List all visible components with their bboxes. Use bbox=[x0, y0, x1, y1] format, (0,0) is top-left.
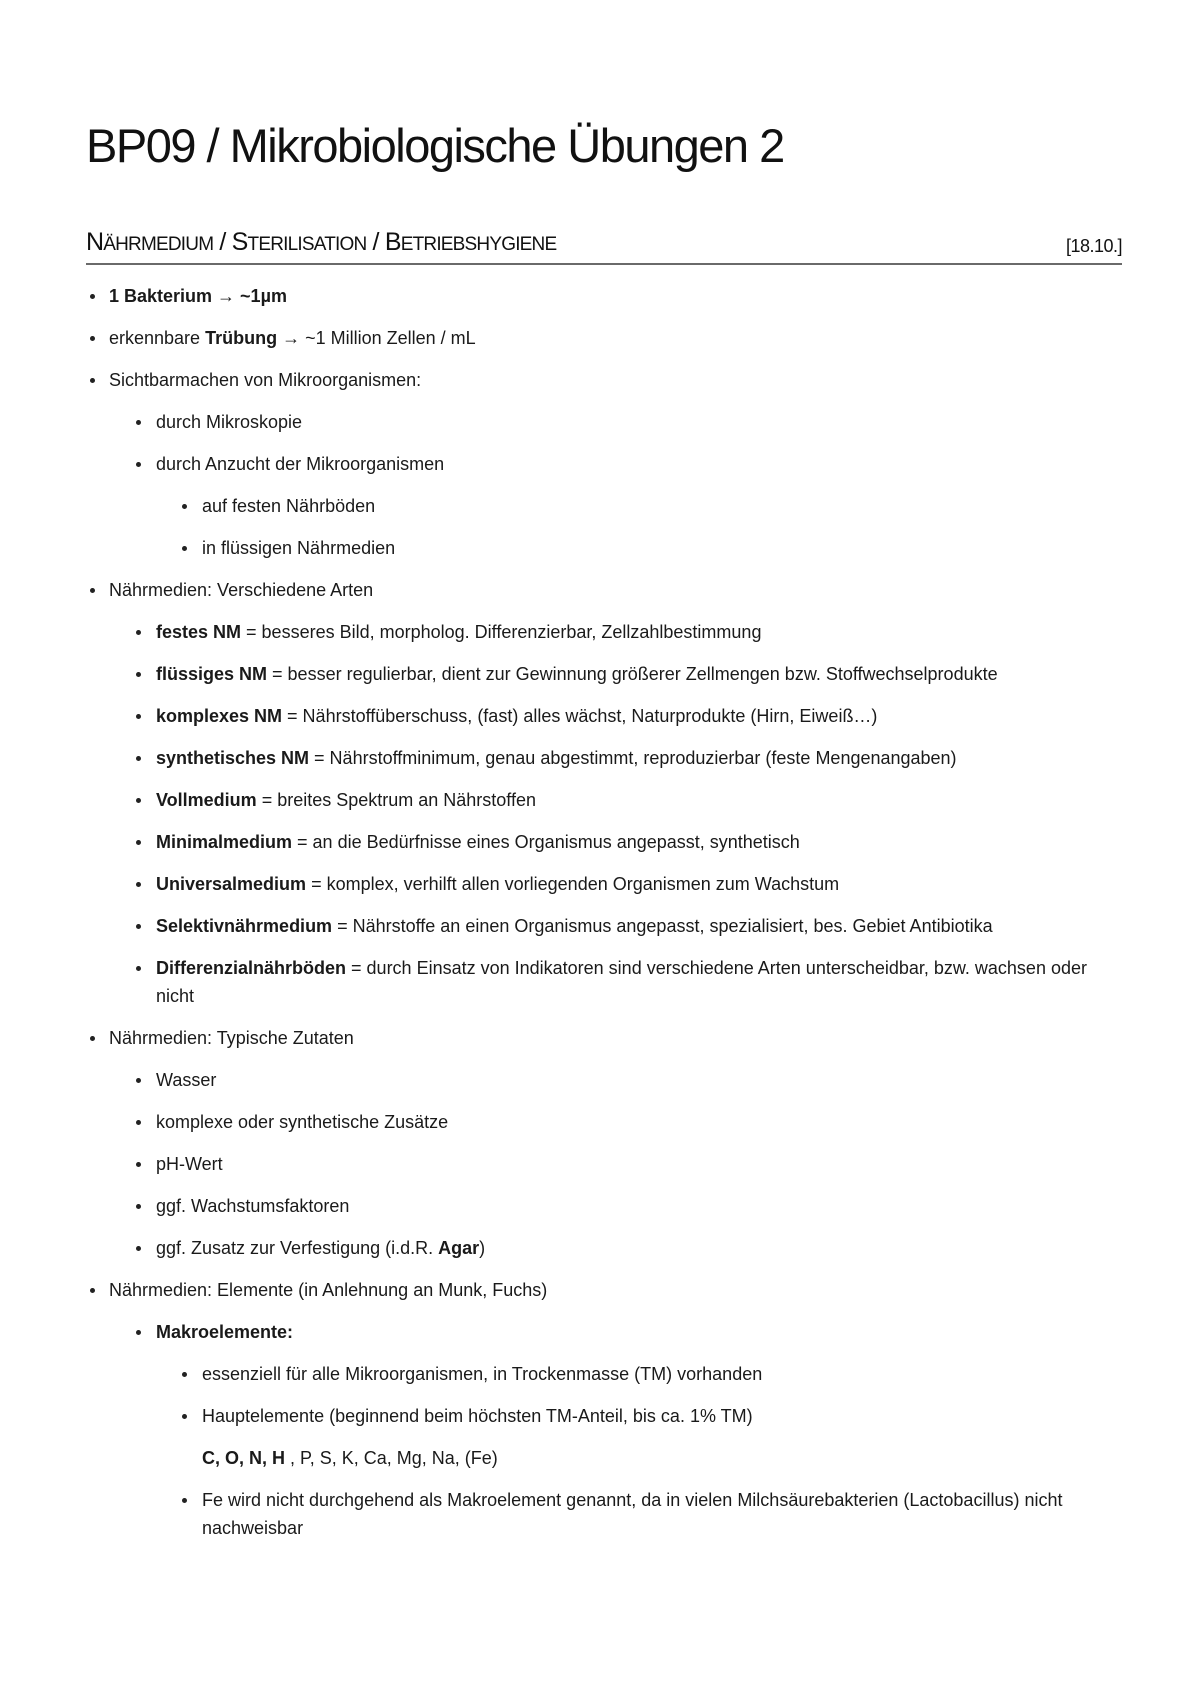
list-item bbox=[86, 576, 1122, 604]
list-item bbox=[86, 1150, 1122, 1178]
bold-text: komplexes NM bbox=[156, 706, 283, 726]
bullet-icon bbox=[182, 546, 187, 551]
list-item bbox=[86, 1486, 1122, 1542]
text: Nährmedien: Verschiedene Arten bbox=[109, 580, 374, 600]
list-text-line bbox=[86, 1444, 1122, 1472]
text: → ~1 Million Zellen / mL bbox=[277, 328, 476, 348]
bullet-icon bbox=[182, 1372, 187, 1377]
bold-text: Selektivnährmedium bbox=[156, 916, 333, 936]
text: in flüssigen Nährmedien bbox=[202, 538, 396, 558]
list-item bbox=[86, 912, 1122, 940]
text: Nährmedien: Typische Zutaten bbox=[109, 1028, 354, 1048]
list-item bbox=[86, 702, 1122, 730]
list-item bbox=[86, 492, 1122, 520]
text: Wasser bbox=[156, 1070, 217, 1090]
bullet-icon bbox=[136, 1330, 141, 1335]
bullet-icon bbox=[136, 798, 141, 803]
list-item bbox=[86, 1276, 1122, 1304]
list-item bbox=[86, 282, 1122, 310]
list-item bbox=[86, 1234, 1122, 1262]
bold-text: 1 Bakterium → ~1µm bbox=[109, 286, 287, 306]
text: pH-Wert bbox=[156, 1154, 223, 1174]
list-item bbox=[86, 1024, 1122, 1052]
bold-text: Differenzialnährböden bbox=[156, 958, 347, 978]
list-item bbox=[86, 786, 1122, 814]
bullet-icon bbox=[136, 924, 141, 929]
list-item bbox=[86, 618, 1122, 646]
text: Fe wird nicht durchgehend als Makroelement genannt, da in vielen Milchsäurebakterien (Lactobacillus) nicht nachweisbar bbox=[202, 1490, 1063, 1538]
text: = besser regulierbar, dient zur Gewinnung größerer Zellmengen bzw. Stoffwechselprodukte bbox=[267, 664, 998, 684]
bullet-icon bbox=[90, 336, 95, 341]
bullet-icon bbox=[136, 630, 141, 635]
bold-text: Trübung bbox=[205, 328, 278, 348]
text: ggf. Zusatz zur Verfestigung (i.d.R. bbox=[156, 1238, 439, 1258]
bullet-icon bbox=[136, 1246, 141, 1251]
bullet-icon bbox=[136, 672, 141, 677]
bullet-list bbox=[86, 282, 1122, 1556]
bullet-icon bbox=[136, 756, 141, 761]
text: ) bbox=[479, 1238, 486, 1258]
text: erkennbare bbox=[109, 328, 206, 348]
bullet-icon bbox=[90, 1036, 95, 1041]
bullet-icon bbox=[90, 294, 95, 299]
bullet-icon bbox=[136, 840, 141, 845]
bold-text: Universalmedium bbox=[156, 874, 307, 894]
section-title-initial: B bbox=[384, 228, 401, 256]
list-item bbox=[86, 1402, 1122, 1430]
list-item bbox=[86, 324, 1122, 352]
list-item bbox=[86, 744, 1122, 772]
bullet-icon bbox=[136, 1078, 141, 1083]
section-title-separator: / bbox=[366, 228, 385, 256]
text: komplexe oder synthetische Zusätze bbox=[156, 1112, 449, 1132]
bold-text: Makroelemente: bbox=[156, 1322, 294, 1342]
bullet-icon bbox=[136, 966, 141, 971]
list-item bbox=[86, 450, 1122, 478]
bullet-icon bbox=[90, 1288, 95, 1293]
list-item bbox=[86, 1108, 1122, 1136]
text: = Nährstoffüberschuss, (fast) alles wächst, Naturprodukte (Hirn, Eiweiß…) bbox=[282, 706, 878, 726]
bullet-icon bbox=[136, 1162, 141, 1167]
text: = Nährstoffminimum, genau abgestimmt, reproduzierbar (feste Mengenangaben) bbox=[309, 748, 957, 768]
list-item bbox=[86, 660, 1122, 688]
text: = breites Spektrum an Nährstoffen bbox=[256, 790, 537, 810]
bold-text: Agar bbox=[438, 1238, 480, 1258]
section-title-initial: N bbox=[86, 228, 104, 256]
bold-text: Minimalmedium bbox=[156, 832, 293, 852]
document-title: BP09 / Mikrobiologische Übungen 2 bbox=[86, 119, 784, 172]
list-item bbox=[86, 1192, 1122, 1220]
section-title-rest: TERILISATION bbox=[247, 234, 367, 255]
text: essenziell für alle Mikroorganismen, in Trockenmasse (TM) vorhanden bbox=[202, 1364, 763, 1384]
text: Sichtbarmachen von Mikroorganismen: bbox=[109, 370, 422, 390]
text: = durch Einsatz von Indikatoren sind verschiedene Arten unterscheidbar, bzw. wachsen oder nicht bbox=[156, 958, 1087, 1006]
list-item bbox=[86, 408, 1122, 436]
text: = besseres Bild, morpholog. Differenzierbar, Zellzahlbestimmung bbox=[241, 622, 762, 642]
section-title-rest: ÄHRMEDIUM bbox=[103, 234, 214, 255]
list-item bbox=[86, 954, 1122, 1010]
bullet-icon bbox=[90, 378, 95, 383]
bullet-icon bbox=[136, 882, 141, 887]
bold-text: flüssiges NM bbox=[156, 664, 268, 684]
list-item bbox=[86, 828, 1122, 856]
text: = an die Bedürfnisse eines Organismus angepasst, synthetisch bbox=[292, 832, 800, 852]
text: = Nährstoffe an einen Organismus angepasst, spezialisiert, bes. Gebiet Antibiotika bbox=[332, 916, 993, 936]
bullet-icon bbox=[182, 504, 187, 509]
section-title-initial: S bbox=[231, 228, 248, 256]
text: , P, S, K, Ca, Mg, Na, (Fe) bbox=[285, 1448, 498, 1468]
text: Nährmedien: Elemente (in Anlehnung an Munk, Fuchs) bbox=[109, 1280, 548, 1300]
text: Hauptelemente (beginnend beim höchsten TM-Anteil, bis ca. 1% TM) bbox=[202, 1406, 753, 1426]
list-item bbox=[86, 1318, 1122, 1346]
section-title-rest: ETRIEBSHYGIENE bbox=[400, 234, 557, 255]
section-header bbox=[86, 228, 1122, 265]
list-item bbox=[86, 1360, 1122, 1388]
bullet-icon bbox=[182, 1414, 187, 1419]
section-title bbox=[86, 228, 556, 257]
bullet-icon bbox=[90, 588, 95, 593]
bullet-icon bbox=[182, 1498, 187, 1503]
section-title-separator: / bbox=[213, 228, 232, 256]
list-item bbox=[86, 366, 1122, 394]
text: ggf. Wachstumsfaktoren bbox=[156, 1196, 350, 1216]
text: durch Anzucht der Mikroorganismen bbox=[156, 454, 445, 474]
text: durch Mikroskopie bbox=[156, 412, 303, 432]
bold-text: C, O, N, H bbox=[202, 1448, 286, 1468]
section-date: [18.10.] bbox=[1065, 236, 1122, 256]
bullet-icon bbox=[136, 462, 141, 467]
bullet-icon bbox=[136, 1120, 141, 1125]
list-item bbox=[86, 870, 1122, 898]
list-item bbox=[86, 1066, 1122, 1094]
bold-text: festes NM bbox=[156, 622, 242, 642]
bold-text: Vollmedium bbox=[156, 790, 257, 810]
bullet-icon bbox=[136, 714, 141, 719]
text: = komplex, verhilft allen vorliegenden Organismen zum Wachstum bbox=[306, 874, 840, 894]
bullet-icon bbox=[136, 1204, 141, 1209]
bullet-icon bbox=[136, 420, 141, 425]
text: auf festen Nährböden bbox=[202, 496, 376, 516]
list-item bbox=[86, 534, 1122, 562]
bold-text: synthetisches NM bbox=[156, 748, 310, 768]
